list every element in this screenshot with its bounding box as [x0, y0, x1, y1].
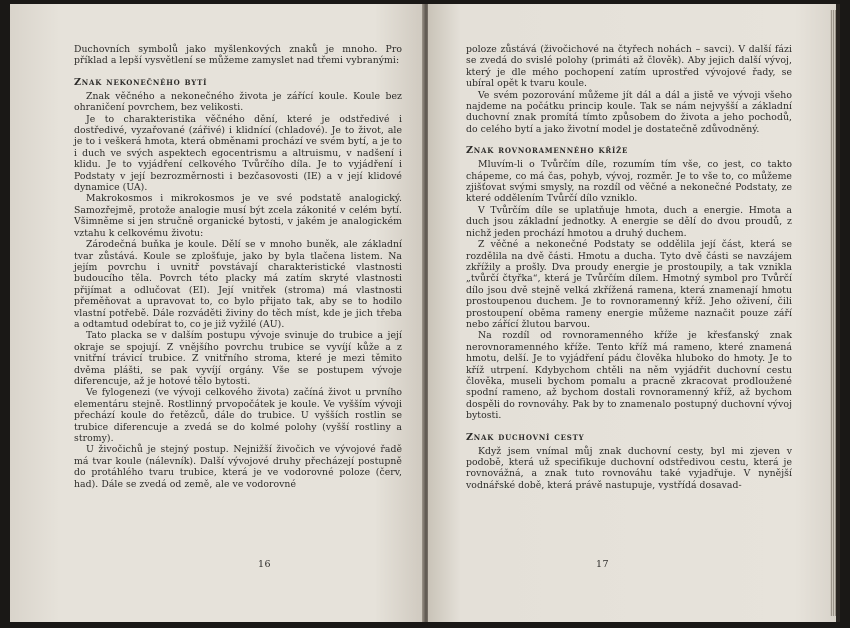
paragraph: Je to charakteristika věčného dění, které je odstředivé i dostředivé, vyzařované (zářivé) i klidnící (chladové). Je to život, ale je to i veškerá hmota, která obměnami prochází ve svém bytí, a je to i duch ve svých aspektech egocentrismu a altruismu, v nadšení i klidu. Je to vyjádření celkového Tvůrčího díla. Je to vyjádření i Podstaty v její bezrozměrnosti i bezčasovosti (IE) a v její klidové dynamice (UA). [74, 113, 402, 194]
paragraph: Z věčné a nekonečné Podstaty se oddělila její část, která se rozdělila na dvě části. Hmotu a ducha. Tyto dvě části se navzájem zkřížily a prošly. Dva proudy energie je prostoupily, a tak vznikla „tvůrčí čtyřka“, která je Tvůrčím dílem. Hmotný symbol pro Tvůrčí dílo jsou dvě stejně velká zkřížená ramena, která znamenají hmotu prostoupenou duchem. Je to rovnoramenný kříž. Jeho oživení, čili prostoupení oběma rameny energie můžeme naznačit pouze září nebo zářící žlutou barvou. [466, 239, 792, 330]
section-heading-spiritual-path: Znak duchovní cesty [466, 431, 585, 443]
paragraph: Ve fylogenezi (ve vývoji celkového života) začíná život u prvního elementáru stejně. Rostlinný prvopočátek je koule. Ve vyšším vývoji přechází koule do řetězců, dále do trubice. U vyšších rostlin se trubice diferencuje a zvedá se do kolmé polohy (vyšší rostliny a stromy). [74, 387, 402, 444]
paragraph: V Tvůrčím díle se uplatňuje hmota, duch a energie. Hmota a duch jsou základní jednotky. A energie se dělí do dvou proudů, z nichž jeden prochází hmotou a druhý duchem. [466, 204, 792, 239]
paragraph: Mluvím-li o Tvůrčím díle, rozumím tím vše, co jest, co takto chápeme, co má čas, pohyb, vývoj, rozměr. Je to vše to, co můžeme zjišťovat svými smysly, na rozdíl od věčné a nekonečné Podstaty, ze které oddělením Tvůrčí dílo vzniklo. [466, 159, 792, 205]
paragraph: Znak věčného a nekonečného života je zářící koule. Koule bez ohraničení povrchem, bez velikosti. [74, 90, 402, 114]
continuation-paragraph: poloze zůstává (živočichové na čtyřech nohách – savci). V další fázi se zvedá do svislé polohy (primáti až člověk). Aby jejich další vývoj, který je dle mého pochopení zatím uprostřed vývojové řady, se ubíral opět k tvaru koule. [466, 44, 792, 90]
page-number: 16 [258, 559, 272, 570]
paragraph: Ve svém pozorování můžeme jít dál a dál a jistě ve vývoji všeho najdeme na počátku princip koule. Tak se nám nejvyšší a základní duchovní znak promítá tímto způsobem do života a jeho pochodů, do celého bytí a jako životní model je dostatečně zdůvodněný. [466, 89, 792, 135]
paragraph: Makrokosmos i mikrokosmos je ve své podstatě analogický. Samozřejmě, protože analogie musí být zcela zákonité v celém bytí. Všimněme si jen stručně organické bytosti, v jakém je analogickém vztahu k celkovému životu: [74, 193, 402, 239]
paragraph: Zárodečná buňka je koule. Dělí se v mnoho buněk, ale základní tvar zůstává. Koule se zplošťuje, jako by byla tlačena listem. Na jejím povrchu i uvnitř povstávají charakteristické vlastnosti budoucího těla. Povrch této placky má zatím skryté vlastnosti přijímat a odlučovat (EI). Její vnitřek (stroma) má vlastnosti přeměňovat a upravovat to, co bylo přijato tak, aby se to hodilo vlastní potřebě. Dále rozváděti živiny do těch míst, kde je jich třeba a odtamtud odebírat to, co je již vyžilé (AU). [74, 239, 402, 330]
book-spread [10, 4, 840, 622]
paragraph: Když jsem vnímal můj znak duchovní cesty, byl mi zjeven v podobě, která už specifikuje duchovní odstředivou cestu, která je rovnovážná, a znak tuto rovnováhu také vyjadřuje. V nynější vodnářské době, která právě nastupuje, vystřídá dosavad- [466, 445, 792, 491]
section-heading-equal-cross: Znak rovnoramenného kříže [466, 145, 629, 157]
intro-paragraph: Duchovních symbolů jako myšlenkových znaků je mnoho. Pro příklad a lepší vysvětlení se můžeme zamyslet nad třemi vybranými: [74, 44, 402, 67]
page-edges [830, 10, 836, 616]
paragraph: Na rozdíl od rovnoramenného kříže je křesťanský znak nerovnoramenného kříže. Tento kříž má rameno, které znamená hmotu, delší. Je to vyjádření pádu člověka hluboko do hmoty. Je to kříž utrpení. Kdybychom chtěli na něm vyjádřit duchovní cestu člověka, museli bychom pomalu a pracně zkracovat prodloužené spodní rameno, až bychom dostali rovnoramenný kříž, až bychom dospěli do rovnováhy. Pak by to znamenalo postupný duchovní vývoj bytosti. [466, 330, 792, 422]
paragraph: Tato placka se v dalším postupu vývoje svinuje do trubice a její okraje se spojují. Z vnějšího povrchu trubice se vyvíjí kůže a z vnitřní trávicí trubice. Z vnitřního stroma, které je mezi těmito dvěma plášti, se pak vyvíjí orgány. Vše se postupem vývoje diferencuje, až je hotové tělo bytosti. [74, 330, 402, 387]
paragraph: U živočichů je stejný postup. Nejnižší živočich ve vývojové řadě má tvar koule (nálevník). Další vývojové druhy přecházejí postupně do protáhlého tvaru trubice, která je ve vodorovné poloze (červ, had). Dále se zvedá od země, ale ve vodorovné [74, 444, 402, 490]
section-heading-infinite-being: Znak nekonečného bytí [74, 76, 208, 88]
left-page [10, 4, 424, 622]
page-number: 17 [596, 559, 610, 570]
right-page [428, 4, 836, 622]
